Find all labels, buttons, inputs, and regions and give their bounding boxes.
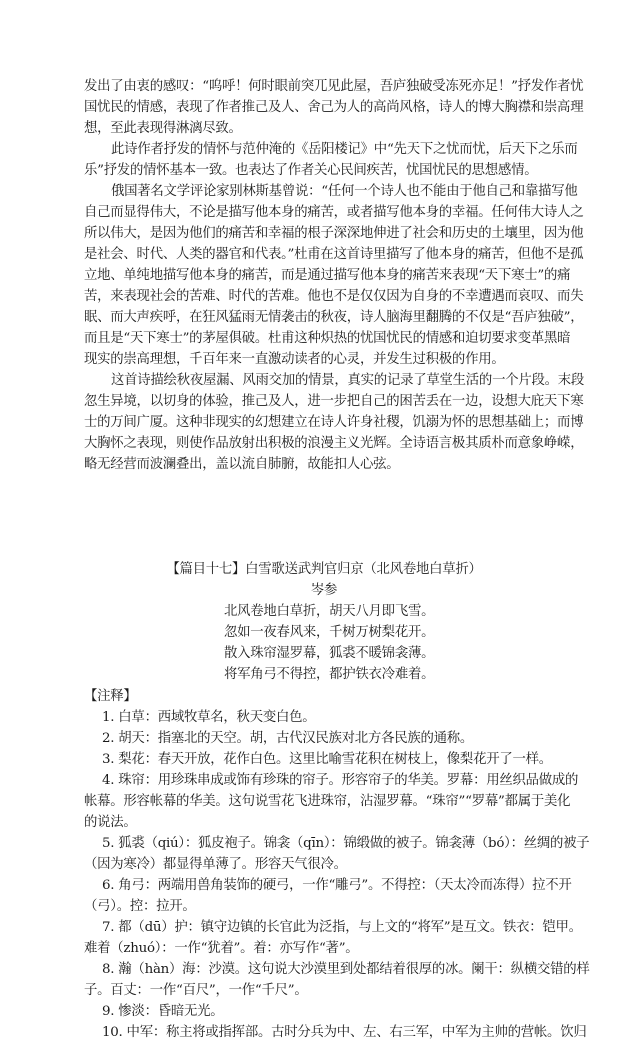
section-spacer: [84, 475, 564, 559]
poem-notes-line: 【篇目十七】白雪歌送武判官归京（北风卷地白草折）: [166, 562, 482, 577]
commentary-line: 现实的崇高理想，千百年来一直激动读者的心灵，并发生过积极的作用。: [84, 352, 505, 367]
commentary-line: 苦，来表现社会的苦难、时代的苦难。他也不是仅仅因为自身的不幸遭遇而哀叹、而失: [84, 289, 584, 304]
poem-notes-line: 9. 惨淡：昏暗无光。: [102, 1004, 224, 1019]
commentary-line: 发出了由衷的感叹：“呜呼！何时眼前突兀见此屋，吾庐独破受冻死亦足！”抒发作者忧: [84, 79, 584, 94]
poem-notes-line: 散入珠帘湿罗幕，狐裘不暖锦衾薄。: [224, 646, 435, 661]
commentary-line: 这首诗描绘秋夜屋漏、风雨交加的情景，真实的记录了草堂生活的一个片段。末段: [111, 373, 585, 388]
commentary-line: 而且是“天下寒士”的茅屋俱破。杜甫这种炽热的忧国忧民的情感和迫切要求变革黑暗: [84, 331, 571, 346]
commentary-line: 大胸怀之表现，则使作品放射出积极的浪漫主义光辉。全诗语言极其质朴而意象峥嵘，: [84, 436, 584, 451]
poem-notes-line: 5. 狐裘（qiú）：狐皮袍子。锦衾（qīn）：锦缎做的被子。锦衾薄（bó）：丝绸的被子: [102, 836, 590, 851]
poem-notes-line: 的说法。: [84, 815, 137, 830]
poem-notes-line: 忽如一夜春风来，千树万树梨花开。: [224, 625, 435, 640]
commentary-section: [84, 76, 585, 475]
commentary-line: 想，至此表现得淋漓尽致。: [84, 121, 242, 136]
poem-notes-line: 8. 瀚（hàn）海：沙漠。这句说大沙漠里到处都结着很厚的冰。阑干：纵横交错的样: [102, 962, 590, 977]
poem-notes-line: 6. 角弓：两端用兽角装饰的硬弓，一作“雕弓”。不得控：（天太冷而冻得）拉不开: [102, 878, 572, 893]
poem-notes-line: 将军角弓不得控，都护铁衣冷难着。: [224, 667, 435, 682]
commentary-line: 立地、单纯地描写他本身的痛苦，而是通过描写他本身的痛苦来表现“天下寒士”的痛: [84, 268, 571, 283]
poem-notes-line: 2. 胡天：指塞北的天空。胡，古代汉民族对北方各民族的通称。: [102, 731, 474, 746]
poem-notes-line: 4. 珠帘：用珍珠串成或饰有珍珠的帘子。形容帘子的华美。罗幕：用丝织品做成的: [102, 773, 579, 788]
poem-notes-line: 3. 梨花：春天开放，花作白色。这里比喻雪花积在树枝上，像梨花开了一样。: [102, 752, 552, 767]
poem-notes-line: 1. 白草：西域牧草名，秋天变白色。: [102, 710, 316, 725]
poem-notes-line: 10. 中军：称主将或指挥部。古时分兵为中、左、右三军，中军为主帅的营帐。饮归: [102, 1025, 587, 1040]
commentary-line: 国忧民的情感，表现了作者推己及人、舍己为人的高尚风格，诗人的博大胸襟和崇高理: [84, 100, 584, 115]
commentary-line: 忽生异境，以切身的体验，推己及人，进一步把自己的困苦丢在一边，设想大庇天下寒: [84, 394, 584, 409]
commentary-line: 此诗作者抒发的情怀与范仲淹的《岳阳楼记》中“先天下之忧而忧，后天下之乐而: [111, 142, 578, 157]
poem-notes-line: 帐幕。形容帐幕的华美。这句说雪花飞进珠帘，沾湿罗幕。“珠帘”“罗幕”都属于美化: [84, 794, 571, 809]
poem-notes-line: 7. 都（dū）护：镇守边镇的长官此为泛指，与上文的“将军”是互文。铁衣：铠甲。: [102, 920, 582, 935]
poem-notes-line: 北风卷地白草折，胡天八月即飞雪。: [224, 604, 435, 619]
commentary-line: 所以伟大，是因为他们的痛苦和幸福的根子深深地伸进了社会和历史的土壤里，因为他: [84, 226, 584, 241]
poem-notes-line: 【注释】: [84, 689, 137, 704]
document-body: [84, 76, 590, 1043]
commentary-line: 自己而显得伟大，不论是描写他本身的痛苦，或者描写他本身的幸福。任何伟大诗人之: [84, 205, 584, 220]
commentary-line: 眠、而大声疾呼，在狂风猛雨无情袭击的秋夜，诗人脑海里翻腾的不仅是“吾庐独破”，: [84, 310, 584, 325]
commentary-line: 士的万间广厦。这种非现实的幻想建立在诗人许身社稷，饥溺为怀的思想基础上；而博: [84, 415, 584, 430]
poem-notes-line: （弓）。控：拉开。: [84, 899, 196, 914]
commentary-line: 是社会、时代、人类的器官和代表。”杜甫在这首诗里描写了他本身的痛苦，但他不是孤: [84, 247, 584, 262]
poem-notes-line: 难着（zhuó）：一作“犹着”。着：亦写作“著”。: [84, 941, 359, 956]
poem-notes-line: 子。百丈：一作“百尺”，一作“千尺”。: [84, 983, 308, 998]
commentary-line: 略无经营而波澜叠出，盖以流自肺腑，故能扣人心弦。: [84, 457, 400, 472]
commentary-line: 乐”抒发的情怀基本一致。也表达了作者关心民间疾苦，忧国忧民的思想感情。: [84, 163, 538, 178]
poem-notes-line: 岑参: [310, 583, 338, 598]
commentary-line: 俄国著名文学评论家别林斯基曾说：“任何一个诗人也不能由于他自己和靠描写他: [111, 184, 578, 199]
poem-notes-line: （因为寒冷）都显得单薄了。形容天气很冷。: [84, 857, 347, 872]
poem-and-notes-section: [84, 559, 590, 1043]
